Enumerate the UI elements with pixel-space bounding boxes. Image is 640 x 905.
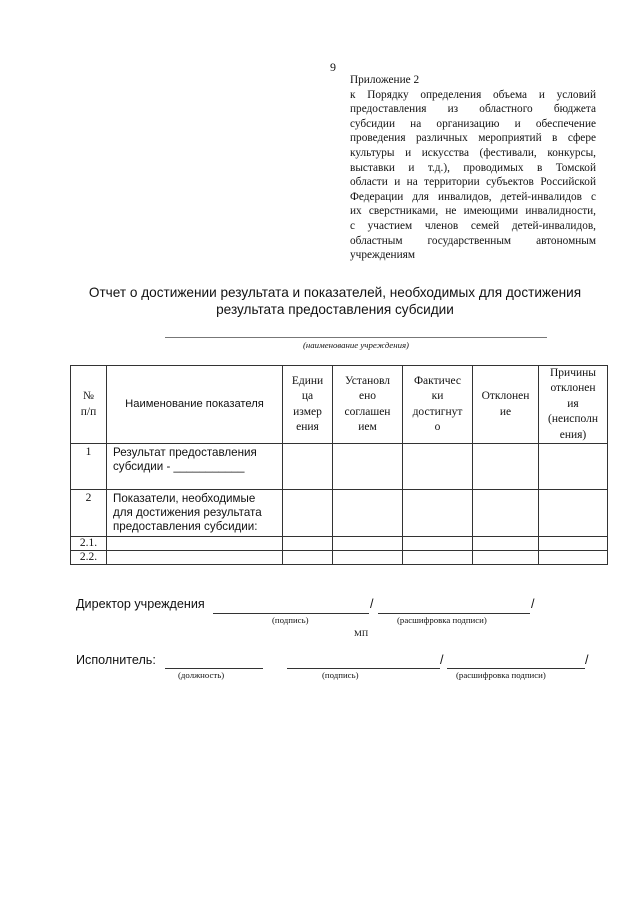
header-deviation-line: Отклонен	[481, 390, 530, 403]
appendix-line: с участием членов семей детей-инвалидов,	[350, 219, 596, 232]
row-number: 1	[71, 444, 107, 490]
appendix-line: их сверстниками, не имеющими инвалидности,	[350, 205, 596, 218]
header-name: Наименование показателя	[107, 366, 283, 444]
row-name[interactable]	[107, 537, 283, 551]
header-unit	[283, 366, 333, 444]
report-table	[70, 365, 608, 565]
header-set	[333, 366, 403, 444]
cell-unit[interactable]	[283, 444, 333, 490]
executor-decode-line[interactable]	[447, 668, 585, 669]
cell-deviation[interactable]	[473, 551, 539, 565]
director-slash: /	[370, 597, 374, 611]
appendix-line: субсидии на организацию и обеспечение	[350, 117, 596, 130]
appendix-title: Приложение 2	[350, 74, 420, 86]
report-title-line: Отчет о достижении результата и показателей, необходимых для достижения	[88, 285, 582, 300]
appendix-line: области и на территории субъектов Российской	[350, 176, 596, 189]
header-num-line: п/п	[80, 405, 97, 418]
header-reasons-line: ия	[567, 397, 579, 410]
header-set-line: ено	[358, 390, 376, 403]
header-unit-line: ения	[296, 420, 319, 433]
header-num	[71, 366, 107, 444]
stamp-mp: МП	[354, 628, 369, 638]
appendix-line: выставки и т.д.), проводимых в Томской	[350, 161, 596, 174]
director-decode-line[interactable]	[378, 613, 530, 614]
cell-set[interactable]	[333, 551, 403, 565]
cell-actual[interactable]	[403, 537, 473, 551]
executor-slash: /	[440, 653, 444, 667]
row-name-line: Результат предоставления	[113, 446, 257, 460]
appendix-block	[350, 73, 596, 263]
appendix-line: к Порядку определения объема и условий	[350, 88, 596, 101]
header-actual-line: Фактичес	[413, 374, 462, 387]
header-unit-line: Едини	[291, 374, 324, 387]
appendix-line: Федерации для инвалидов, детей-инвалидов с	[350, 190, 596, 203]
header-deviation-line: ие	[499, 405, 512, 418]
header-reasons-line: ения)	[559, 428, 587, 441]
executor-decode-caption: (расшифровка подписи)	[456, 670, 546, 680]
table-row	[71, 444, 608, 490]
header-unit-line: измер	[293, 405, 322, 418]
header-unit-line: ца	[301, 390, 314, 403]
row-number: 2.2.	[71, 551, 107, 565]
header-deviation	[473, 366, 539, 444]
header-reasons	[539, 366, 608, 444]
cell-reasons[interactable]	[539, 551, 608, 565]
appendix-line: областным государственным автономным	[350, 234, 596, 247]
header-set-line: ием	[358, 420, 377, 433]
row-name-line: предоставления субсидии:	[113, 520, 258, 534]
institution-caption: (наименование учреждения)	[302, 340, 409, 350]
director-sign-caption: (подпись)	[272, 615, 309, 625]
table-row	[71, 490, 608, 537]
row-name[interactable]	[107, 551, 283, 565]
cell-set[interactable]	[333, 444, 403, 490]
director-label: Директор учреждения	[76, 597, 205, 611]
director-sign-line[interactable]	[213, 613, 369, 614]
header-actual	[403, 366, 473, 444]
director-slash: /	[531, 597, 535, 611]
cell-unit[interactable]	[283, 551, 333, 565]
executor-sign-caption: (подпись)	[322, 670, 359, 680]
cell-deviation[interactable]	[473, 444, 539, 490]
page-number: 9	[330, 60, 336, 74]
table-row	[71, 537, 608, 551]
row-name	[107, 444, 283, 490]
header-actual-line: достигнут	[412, 405, 463, 418]
table-row	[71, 551, 608, 565]
cell-reasons[interactable]	[539, 490, 608, 537]
cell-set[interactable]	[333, 490, 403, 537]
executor-position-line[interactable]	[165, 668, 263, 669]
cell-set[interactable]	[333, 537, 403, 551]
header-set-line: соглашен	[344, 405, 391, 418]
report-title	[60, 285, 610, 318]
row-name-line: Показатели, необходимые	[113, 492, 256, 506]
row-number: 2	[71, 490, 107, 537]
header-num-line: №	[83, 390, 94, 403]
executor-sign-line[interactable]	[287, 668, 440, 669]
appendix-line: проведения различных мероприятий в сфере	[350, 132, 596, 145]
cell-actual[interactable]	[403, 551, 473, 565]
header-reasons-line: отклонен	[550, 382, 596, 395]
cell-actual[interactable]	[403, 444, 473, 490]
row-name	[107, 490, 283, 537]
cell-unit[interactable]	[283, 490, 333, 537]
header-set-line: Установл	[344, 374, 391, 387]
header-reasons-line: Причины	[549, 367, 597, 379]
appendix-line: учреждениям	[350, 249, 415, 262]
cell-deviation[interactable]	[473, 490, 539, 537]
cell-deviation[interactable]	[473, 537, 539, 551]
cell-reasons[interactable]	[539, 444, 608, 490]
header-actual-line: ки	[431, 390, 444, 403]
row-name-line: субсидии - ___________	[113, 460, 245, 474]
table-header-row	[71, 366, 608, 444]
report-title-line: результата предоставления субсидии	[216, 301, 454, 317]
cell-unit[interactable]	[283, 537, 333, 551]
header-reasons-line: (неисполн	[548, 413, 598, 426]
executor-slash: /	[585, 653, 589, 667]
appendix-line: предоставления из областного бюджета	[350, 103, 596, 116]
appendix-line: культуры и искусства (фестивали, конкурсы,	[350, 146, 596, 159]
institution-name-line[interactable]	[165, 337, 547, 338]
row-name-line: для достижения результата	[113, 506, 262, 520]
cell-reasons[interactable]	[539, 537, 608, 551]
row-number: 2.1.	[71, 537, 107, 551]
executor-label: Исполнитель:	[76, 653, 156, 667]
cell-actual[interactable]	[403, 490, 473, 537]
executor-position-caption: (должность)	[178, 670, 225, 680]
header-actual-line: о	[434, 420, 441, 433]
director-decode-caption: (расшифровка подписи)	[397, 615, 487, 625]
